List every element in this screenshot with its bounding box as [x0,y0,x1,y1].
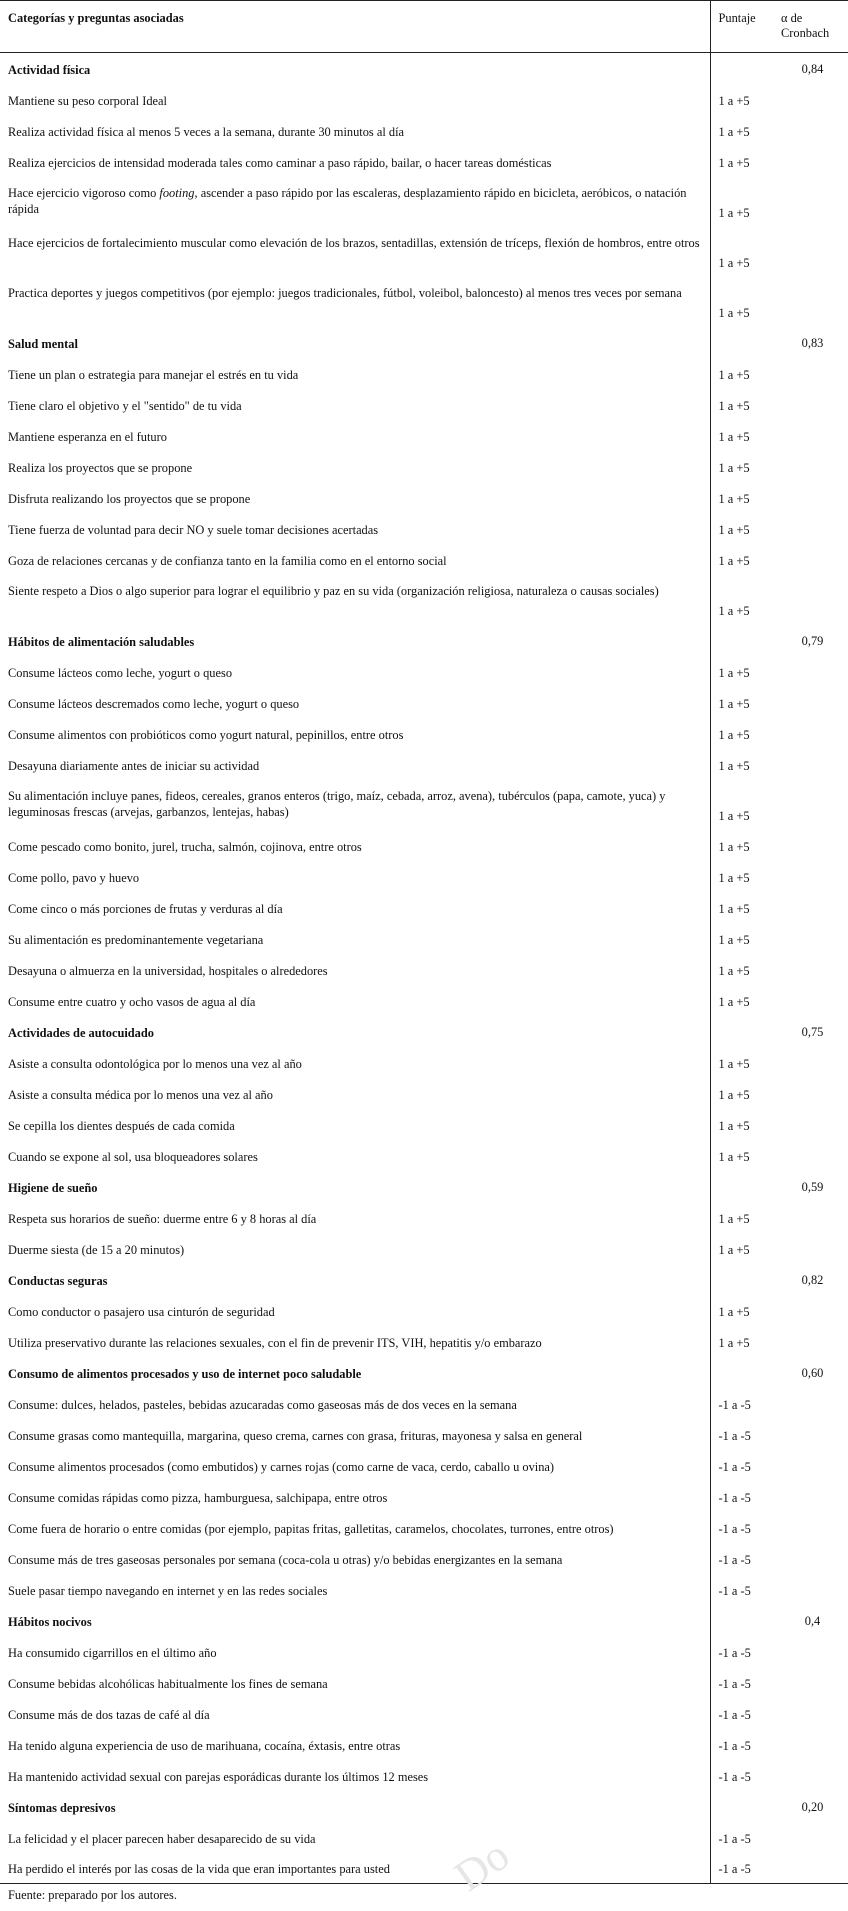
category-row [0,1171,848,1202]
table-row [0,923,848,954]
score-range: -1 a -5 [710,1512,777,1543]
category-title: Hábitos de alimentación saludables [8,634,195,649]
score-range: 1 a +5 [710,656,777,687]
score-range: -1 a -5 [710,1853,777,1884]
question-text: Respeta sus horarios de sueño: duerme entre 6 y 8 horas al día [8,1211,317,1226]
table-row [0,1202,848,1233]
score-range: 1 a +5 [710,115,777,146]
question-text: Tiene un plan o estrategia para manejar el estrés en tu vida [8,367,299,382]
category-row [0,327,848,358]
question-text: Desayuna diariamente antes de iniciar su actividad [8,758,260,773]
question-text: Cuando se expone al sol, usa bloqueadores solares [8,1149,258,1164]
category-title: Conductas seguras [8,1273,108,1288]
score-range: 1 a +5 [710,358,777,389]
question-text: Realiza ejercicios de intensidad moderada tales como caminar a paso rápido, bailar, o hacer tareas domésticas [8,155,552,170]
cronbach-alpha: 0,79 [801,633,824,648]
question-text: Consume comidas rápidas como pizza, hamburguesa, salchipapa, entre otros [8,1490,388,1505]
score-range: 1 a +5 [710,420,777,451]
question-text: Utiliza preservativo durante las relaciones sexuales, con el fin de prevenir ITS, VIH, hepatitis y/o embarazo [8,1335,542,1350]
table-row [0,1078,848,1109]
cronbach-alpha: 0,84 [801,62,824,76]
italic-term: footing [159,185,195,200]
question-text: Siente respeto a Dios o algo superior para lograr el equilibrio y paz en su vida (organización religiosa, naturaleza o causas sociales) [8,583,659,598]
header-alpha [777,1,848,53]
table-row [0,861,848,892]
table-row [0,277,848,327]
category-row [0,1605,848,1636]
table-row [0,1729,848,1760]
question-text: Mantiene su peso corporal Ideal [8,93,167,108]
table-row [0,227,848,277]
question-text: Asiste a consulta médica por lo menos una vez al año [8,1087,273,1102]
category-title: Síntomas depresivos [8,1800,116,1815]
table-row [0,749,848,780]
question-text: Consume lácteos como leche, yogurt o queso [8,665,233,680]
table-row [0,389,848,420]
table-row [0,1512,848,1543]
table-row [0,1295,848,1326]
category-title: Actividades de autocuidado [8,1025,154,1040]
question-text: Consume alimentos con probióticos como yogurt natural, pepinillos, entre otros [8,727,404,742]
table-row [0,358,848,389]
table-header-row [0,1,848,53]
table-row [0,1636,848,1667]
score-range: 1 a +5 [710,1109,777,1140]
score-range: 1 a +5 [710,892,777,923]
question-text: Su alimentación incluye panes, fideos, cereales, granos enteros (trigo, maíz, cebada, arroz, avena), tubérculos (papa, camote, yuca) y leguminosas frescas (arvejas, garbanzos, lentejas, habas) [8,788,666,819]
score-range: 1 a +5 [710,1047,777,1078]
footnote: Fuente: preparado por los autores. [8,1888,177,1902]
score-range: -1 a -5 [710,1388,777,1419]
question-text: Desayuna o almuerza en la universidad, hospitales o alrededores [8,963,328,978]
score-range: 1 a +5 [710,227,777,277]
question-text: Goza de relaciones cercanas y de confianza tanto en la familia como en el entorno social [8,553,447,568]
question-text: La felicidad y el placer parecen haber desaparecido de su vida [8,1831,316,1846]
score-range: -1 a -5 [710,1698,777,1729]
question-text: Ha mantenido actividad sexual con parejas esporádicas durante los últimos 12 meses [8,1769,429,1784]
question-text: Come pescado como bonito, jurel, trucha, salmón, cojinova, entre otros [8,839,362,854]
cronbach-alpha: 0,82 [801,1272,824,1287]
question-text: Consume más de dos tazas de café al día [8,1707,210,1722]
question-text: Asiste a consulta odontológica por lo menos una vez al año [8,1056,302,1071]
table-row [0,830,848,861]
question-text: Ha perdido el interés por las cosas de la vida que eran importantes para usted [0,1853,710,1884]
score-range: 1 a +5 [710,985,777,1016]
table-row [0,1481,848,1512]
question-text: Come fuera de horario o entre comidas (por ejemplo, papitas fritas, galletitas, caramelos, chocolates, turrones, entre otros) [8,1521,614,1536]
score-range: 1 a +5 [710,1202,777,1233]
score-range: 1 a +5 [710,84,777,115]
table-row [0,84,848,115]
score-range: -1 a -5 [710,1729,777,1760]
score-range: 1 a +5 [710,146,777,177]
question-text: Come pollo, pavo y huevo [8,870,140,885]
question-text: Como conductor o pasajero usa cinturón de seguridad [8,1304,275,1319]
category-row [0,1791,848,1822]
score-range: 1 a +5 [710,1233,777,1264]
table-body [0,53,848,1884]
cronbach-alpha: 0,59 [801,1179,824,1194]
score-range: -1 a -5 [710,1636,777,1667]
cronbach-alpha: 0,83 [801,335,824,350]
category-row [0,1016,848,1047]
table-row [0,892,848,923]
score-range: 1 a +5 [710,718,777,749]
category-title: Higiene de sueño [8,1180,98,1195]
question-text: Consume más de tres gaseosas personales por semana (coca-cola u otras) y/o bebidas energizantes en la semana [8,1552,563,1567]
watermark: Do [445,1830,518,1901]
score-range: 1 a +5 [710,451,777,482]
score-range: 1 a +5 [710,513,777,544]
category-title: Hábitos nocivos [8,1614,92,1629]
table-row [0,1760,848,1791]
header-alpha-line2: Cronbach [781,26,830,40]
table-row [0,115,848,146]
table-row [0,780,848,830]
table-row [0,1698,848,1729]
question-text: Su alimentación es predominantemente vegetariana [8,932,264,947]
question-text: Mantiene esperanza en el futuro [8,429,167,444]
question-text: Disfruta realizando los proyectos que se propone [8,491,251,506]
table-row [0,718,848,749]
question-text: Consume lácteos descremados como leche, yogurt o queso [8,696,300,711]
cronbach-alpha: 0,60 [801,1365,824,1380]
table-row [0,1450,848,1481]
table-row [0,1419,848,1450]
table-row [0,1109,848,1140]
question-text: Consume entre cuatro y ocho vasos de agua al día [8,994,256,1009]
table-row [0,687,848,718]
score-range: -1 a -5 [710,1543,777,1574]
score-range: -1 a -5 [710,1574,777,1605]
question-text: Tiene claro el objetivo y el "sentido" de tu vida [8,398,242,413]
score-range: -1 a -5 [710,1481,777,1512]
cronbach-alpha: 0,4 [804,1613,821,1628]
table-row [0,451,848,482]
score-range: 1 a +5 [710,687,777,718]
table-row [0,482,848,513]
question-text: Consume grasas como mantequilla, margarina, queso crema, carnes con grasa, frituras, mayonesa y salsa en general [8,1428,583,1443]
table-row [0,575,848,625]
score-range: -1 a -5 [710,1667,777,1698]
score-range: 1 a +5 [710,277,777,327]
table-row [0,544,848,575]
table-row [0,177,848,227]
header-question: Categorías y preguntas asociadas [0,1,710,53]
category-row [0,1357,848,1388]
score-range: -1 a -5 [710,1450,777,1481]
score-range: 1 a +5 [710,954,777,985]
score-range: -1 a -5 [710,1760,777,1791]
cronbach-alpha: 0,75 [801,1024,824,1039]
table-row [0,420,848,451]
category-title: Actividad física [8,62,91,77]
category-title: Consumo de alimentos procesados y uso de internet poco saludable [8,1366,362,1381]
question-text: Consume alimentos procesados (como embutidos) y carnes rojas (como carne de vaca, cerdo, caballo u ovina) [8,1459,555,1474]
question-text: Consume bebidas alcohólicas habitualmente los fines de semana [8,1676,328,1691]
question-text: Ha consumido cigarrillos en el último año [8,1645,217,1660]
cronbach-alpha: 0,20 [801,1799,824,1814]
score-range: -1 a -5 [710,1419,777,1450]
table-row [0,1388,848,1419]
table-row [0,1047,848,1078]
category-row [0,625,848,656]
score-range: 1 a +5 [710,1295,777,1326]
table-row [0,513,848,544]
table-row [0,1853,848,1884]
score-range: 1 a +5 [710,749,777,780]
score-range: 1 a +5 [710,575,777,625]
question-text: Practica deportes y juegos competitivos (por ejemplo: juegos tradicionales, fútbol, voleibol, baloncesto) al menos tres veces por semana [8,285,682,300]
score-range: 1 a +5 [710,1078,777,1109]
category-row [0,53,848,84]
question-text: Se cepilla los dientes después de cada comida [8,1118,235,1133]
question-text: Ha tenido alguna experiencia de uso de marihuana, cocaína, éxtasis, entre otras [8,1738,401,1753]
score-range: 1 a +5 [710,544,777,575]
score-range: 1 a +5 [710,1140,777,1171]
category-row [0,1264,848,1295]
header-alpha-line1: α de [781,11,803,25]
table-row [0,954,848,985]
question-text: Realiza los proyectos que se propone [8,460,193,475]
table-row [0,1326,848,1357]
table-row [0,656,848,687]
table-row [0,1574,848,1605]
score-range: -1 a -5 [710,1822,777,1853]
question-text: Tiene fuerza de voluntad para decir NO y suele tomar decisiones acertadas [8,522,379,537]
question-text: Come cinco o más porciones de frutas y verduras al día [8,901,283,916]
header-score: Puntaje [710,1,777,53]
question-text: Realiza actividad física al menos 5 veces a la semana, durante 30 minutos al día [8,124,405,139]
question-text: Hace ejercicios de fortalecimiento muscular como elevación de los brazos, sentadillas, extensión de tríceps, flexión de hombros, entre otros [8,235,700,250]
question-text: Duerme siesta (de 15 a 20 minutos) [8,1242,185,1257]
table-row [0,1822,848,1853]
table-row [0,1140,848,1171]
question-text: Hace ejercicio vigoroso como footing, ascender a paso rápido por las escaleras, desplazamiento rápido en bicicleta, aeróbicos, o natación rápida [8,185,687,216]
question-text: Suele pasar tiempo navegando en internet y en las redes sociales [8,1583,328,1598]
score-range: 1 a +5 [710,482,777,513]
score-range: 1 a +5 [710,389,777,420]
table-row [0,985,848,1016]
score-range: 1 a +5 [710,830,777,861]
score-range: 1 a +5 [710,780,777,830]
category-title: Salud mental [8,336,78,351]
score-range: 1 a +5 [710,177,777,227]
table-row [0,1543,848,1574]
question-text: Consume: dulces, helados, pasteles, bebidas azucaradas como gaseosas más de dos veces en la semana [8,1397,517,1412]
table-row [0,146,848,177]
table-row [0,1667,848,1698]
score-range: 1 a +5 [710,1326,777,1357]
score-range: 1 a +5 [710,923,777,954]
score-range: 1 a +5 [710,861,777,892]
table-row [0,1233,848,1264]
